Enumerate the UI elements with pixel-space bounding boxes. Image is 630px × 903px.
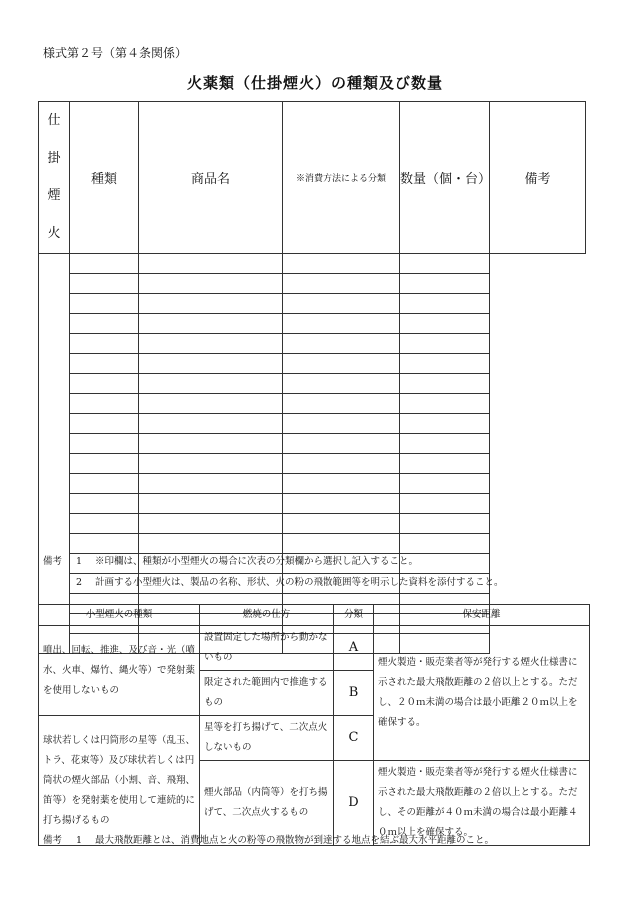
quantity-cell[interactable] <box>283 333 400 353</box>
burn-method-cell: 星等を打ち揚げて、二次点火しないもの <box>200 716 334 761</box>
notes-bottom <box>43 832 494 846</box>
product-name-cell[interactable] <box>70 473 139 493</box>
product-name-cell[interactable] <box>70 313 139 333</box>
remarks-cell[interactable] <box>400 473 490 493</box>
quantity-cell[interactable] <box>283 493 400 513</box>
remarks-cell[interactable] <box>400 513 490 533</box>
column-header-quantity: 数量（個・台） <box>400 102 490 254</box>
classification-cell[interactable] <box>139 253 283 273</box>
product-name-cell[interactable] <box>70 373 139 393</box>
remarks-cell[interactable] <box>400 353 490 373</box>
column-header-firework-type: 小型煙火の種類 <box>39 605 200 626</box>
quantity-cell[interactable] <box>283 393 400 413</box>
quantity-cell[interactable] <box>283 253 400 273</box>
classification-cell[interactable] <box>139 313 283 333</box>
product-name-cell[interactable] <box>70 353 139 373</box>
quantity-cell[interactable] <box>283 413 400 433</box>
safety-distance-cell: 煙火製造・販売業者等が発行する煙火仕様書に示された最大飛散距離の２倍以上とする。ただし、２０ｍ未満の場合は最小距離２０ｍ以上を確保する。 <box>374 626 590 761</box>
quantity-cell[interactable] <box>283 453 400 473</box>
notes-top <box>43 553 504 595</box>
table-row <box>39 493 586 513</box>
classification-cell[interactable] <box>139 293 283 313</box>
side-label-char: 煙 <box>47 188 61 204</box>
page-title: 火薬類（仕掛煙火）の種類及び数量 <box>186 74 443 92</box>
remarks-cell[interactable] <box>400 393 490 413</box>
quantity-cell[interactable] <box>283 313 400 333</box>
firework-type-cell: 球状若しくは円筒形の星等（乱玉、トラ、花束等）及び球状若しくは円筒状の煙火部品（小割、音、飛翔、笛等）を発射薬を使用して連続的に打ち揚げるもの <box>39 716 200 846</box>
table-row <box>39 293 586 313</box>
note-text: ※印欄は、種類が小型煙火の場合に次表の分類欄から選択し記入すること。 <box>95 556 419 567</box>
table-row <box>39 433 586 453</box>
remarks-cell[interactable] <box>400 293 490 313</box>
classification-cell[interactable] <box>139 533 283 553</box>
classification-cell[interactable] <box>139 353 283 373</box>
product-name-cell[interactable] <box>70 413 139 433</box>
remarks-cell[interactable] <box>400 413 490 433</box>
classification-table <box>38 604 590 846</box>
side-label-char: 仕 <box>47 113 61 128</box>
column-header-safety-distance: 保安距離 <box>374 605 590 626</box>
classification-cell[interactable] <box>139 333 283 353</box>
note-number: 2 <box>76 577 83 588</box>
class-cell: C <box>334 716 374 761</box>
note-line <box>43 574 504 595</box>
table-header-row <box>39 102 586 254</box>
note-text: 最大飛散距離とは、消費地点と火の粉等の飛散物が到達する地点を結ぶ最大水平距離のこと。 <box>95 835 495 846</box>
product-name-cell[interactable] <box>70 393 139 413</box>
quantity-cell[interactable] <box>283 513 400 533</box>
quantity-cell[interactable] <box>283 533 400 553</box>
classification-cell[interactable] <box>139 393 283 413</box>
class-cell: D <box>334 761 374 846</box>
table-row <box>39 513 586 533</box>
side-label-cell <box>39 102 70 254</box>
column-header-remarks: 備考 <box>490 102 586 254</box>
classification-cell[interactable] <box>139 473 283 493</box>
burn-method-cell: 設置固定した場所から動かないもの <box>200 626 334 671</box>
classification-cell[interactable] <box>139 433 283 453</box>
note-text: 計画する小型煙火は、製品の名称、形状、火の粉の飛散範囲等を明示した資料を添付すること。 <box>95 577 504 588</box>
remarks-cell[interactable] <box>400 273 490 293</box>
table-row <box>39 253 586 273</box>
product-name-cell[interactable] <box>70 493 139 513</box>
note-prefix: 備考 <box>43 835 63 846</box>
quantity-cell[interactable] <box>283 433 400 453</box>
table-row <box>39 353 586 373</box>
remarks-cell[interactable] <box>400 453 490 473</box>
quantity-cell[interactable] <box>283 353 400 373</box>
remarks-cell[interactable] <box>400 333 490 353</box>
product-name-cell[interactable] <box>70 293 139 313</box>
product-name-cell[interactable] <box>70 253 139 273</box>
table-row <box>39 453 586 473</box>
classification-cell[interactable] <box>139 493 283 513</box>
quantity-cell[interactable] <box>283 373 400 393</box>
product-name-cell[interactable] <box>70 433 139 453</box>
table-row <box>39 373 586 393</box>
product-name-cell[interactable] <box>70 333 139 353</box>
column-header-type: 種類 <box>70 102 139 254</box>
class-cell: B <box>334 671 374 716</box>
note-number: 1 <box>76 556 83 567</box>
table-row <box>39 473 586 493</box>
remarks-cell[interactable] <box>400 493 490 513</box>
safety-distance-cell: 煙火製造・販売業者等が発行する煙火仕様書に示された最大飛散距離の２倍以上とする。ただし、その距離が４０ｍ未満の場合は最小距離４０ｍ以上を確保する。 <box>374 761 590 846</box>
product-name-cell[interactable] <box>70 453 139 473</box>
firework-type-cell: 噴出、回転、推進、及び音・光（噴水、火車、爆竹、縄火等）で発射薬を使用しないもの <box>39 626 200 716</box>
classification-cell[interactable] <box>139 273 283 293</box>
table-row <box>39 313 586 333</box>
side-label-char: 掛 <box>47 150 61 166</box>
table-row <box>39 413 586 433</box>
note-line <box>43 553 504 574</box>
classification-cell[interactable] <box>139 453 283 473</box>
quantity-cell[interactable] <box>283 293 400 313</box>
note-prefix: 備考 <box>43 556 63 567</box>
classification-cell[interactable] <box>139 513 283 533</box>
remarks-cell[interactable] <box>400 313 490 333</box>
product-name-cell[interactable] <box>70 513 139 533</box>
product-name-cell[interactable] <box>70 273 139 293</box>
form-number: 様式第２号（第４条関係） <box>43 46 188 60</box>
note-number: 1 <box>76 835 83 846</box>
remarks-cell[interactable] <box>400 433 490 453</box>
remarks-cell[interactable] <box>400 373 490 393</box>
burn-method-cell: 煙火部品（内筒等）を打ち揚げて、二次点火するもの <box>200 761 334 846</box>
table-row <box>39 626 590 671</box>
table-row <box>39 533 586 553</box>
column-header-burn-method: 燃焼の仕方 <box>200 605 334 626</box>
column-header-product-name: 商品名 <box>139 102 283 254</box>
quantity-cell[interactable] <box>283 473 400 493</box>
classification-header-row <box>39 605 590 626</box>
classification-cell[interactable] <box>139 373 283 393</box>
remarks-cell[interactable] <box>400 253 490 273</box>
side-label-char: 火 <box>47 226 61 242</box>
class-cell: A <box>334 626 374 671</box>
column-header-classification: ※消費方法による分類 <box>283 102 400 254</box>
quantity-cell[interactable] <box>283 273 400 293</box>
product-name-cell[interactable] <box>70 533 139 553</box>
table-row <box>39 393 586 413</box>
burn-method-cell: 限定された範囲内で推進するもの <box>200 671 334 716</box>
table-row <box>39 273 586 293</box>
classification-cell[interactable] <box>139 413 283 433</box>
column-header-class: 分類 <box>334 605 374 626</box>
remarks-cell[interactable] <box>400 533 490 553</box>
table-row <box>39 333 586 353</box>
